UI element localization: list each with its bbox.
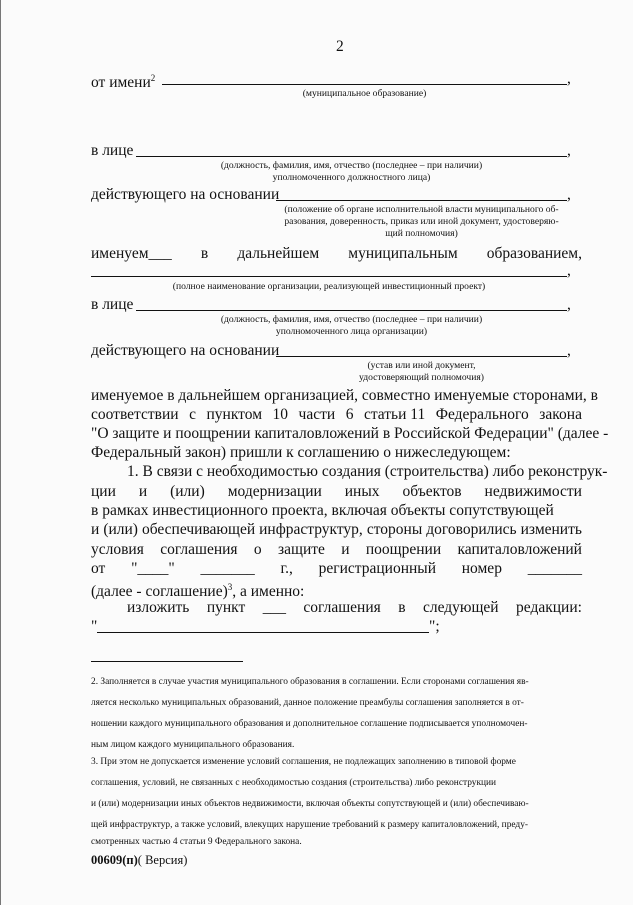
quote-close: ";: [429, 618, 440, 635]
document-version: ( Версия): [137, 853, 188, 867]
official-person-field[interactable]: [136, 156, 567, 157]
paragraph2-line5: условия соглашения о защите и поощрении капиталовложений: [91, 541, 582, 558]
footnote-3-line3: и (или) модернизации иных объектов недвижимости, включая объекты сопутствующей и (или) обеспечиваю-: [91, 799, 529, 809]
paragraph2-line7: (далее - соглашение)$^3$, а именно:: [91, 582, 305, 601]
date-day-field[interactable]: "____": [131, 560, 175, 577]
org-acting-basis-caption-1: (устав или иной документ,: [367, 360, 476, 371]
org-person-field[interactable]: [136, 310, 567, 311]
official-person-caption-2: уполномоченного должностного лица): [272, 172, 431, 183]
footnote-2-line2: ляется несколько муниципальных образований, данное положение преамбулы соглашения заполняется в от-: [91, 698, 524, 708]
person-label: в лице: [91, 142, 134, 159]
acting-basis-field[interactable]: [276, 200, 567, 201]
footnote-ref-3: 3: [227, 582, 233, 592]
page-left-edge: [0, 0, 1, 905]
comma: ,: [567, 262, 571, 279]
municipality-field[interactable]: [162, 84, 567, 85]
paragraph3-line1: изложить пункт ___ соглашения в следующей редакции:: [127, 599, 582, 616]
paragraph2-line4: и (или) обеспечивающей инфраструктур, стороны договорились изменить: [91, 521, 582, 538]
paragraph1-line4: Федеральный закон) пришли к соглашению о нижеследующем:: [91, 444, 511, 461]
comma: ,: [567, 142, 571, 159]
comma: ,: [567, 70, 571, 87]
new-clause-text-field[interactable]: [97, 632, 429, 633]
clause-number-field[interactable]: ___: [262, 599, 286, 616]
footnote-ref-2: 2: [150, 73, 156, 83]
quote-open: ": [91, 618, 98, 635]
org-acting-basis-field[interactable]: [276, 356, 567, 357]
paragraph2-line2: ции и (или) модернизации иных объектов недвижимости: [91, 483, 582, 500]
org-person-label: в лице: [91, 296, 134, 313]
on-behalf-label: от имени$^2$: [91, 73, 156, 92]
document-code: 00609(п)( Версия): [91, 853, 188, 867]
acting-basis-label: действующего на основании: [91, 186, 280, 203]
official-person-caption-1: (должность, фамилия, имя, отчество (последнее – при наличии): [220, 160, 483, 171]
paragraph1-line1: именуемое в дальнейшем организацией, совместно именуемые сторонами, в: [91, 387, 598, 404]
comma: ,: [567, 186, 571, 203]
organization-name-field[interactable]: [91, 276, 567, 277]
paragraph2-line1: 1. В связи с необходимостью создания (строительства) либо реконструк-: [127, 463, 608, 480]
acting-basis-caption-2: разования, доверенность, приказ или иной документ, удостоверяю-: [284, 216, 559, 227]
comma: ,: [567, 296, 571, 313]
footnote-separator: [91, 661, 243, 662]
paragraph1-line2: соответствии с пунктом 10 части 6 статьи 11 Федерального закона: [91, 406, 582, 423]
footnote-2-line4: ным лицом каждого муниципального образования.: [91, 740, 295, 750]
comma: ,: [567, 342, 571, 359]
footnote-3-line1: 3. При этом не допускается изменение условий соглашения, не подлежащих заполнению в типовой форме: [91, 757, 516, 767]
footnote-3-line4: щей инфраструктур, а также условий, влекущих нарушение требований к размеру капиталовложений, преду-: [91, 820, 529, 830]
org-acting-basis-caption-2: удостоверяющий полномочия): [359, 372, 484, 383]
paragraph1-line3: "О защите и поощрении капиталовложений в Российской Федерации" (далее -: [91, 425, 609, 442]
registration-number-field[interactable]: _______: [527, 560, 582, 577]
footnote-2-line3: ношении каждого муниципального образования и дополнительное соглашение подписывается уполномочен-: [91, 719, 528, 729]
acting-basis-caption-1: (положение об органе исполнительной власти муниципального об-: [284, 204, 559, 215]
org-person-caption-1: (должность, фамилия, имя, отчество (последнее – при наличии): [220, 314, 483, 325]
organization-name-caption: (полное наименование организации, реализующей инвестиционный проект): [172, 281, 486, 292]
municipality-caption: (муниципальное образование): [302, 88, 427, 99]
footnote-3-line2: соглашения, условий, не связанных с необходимостью создания (строительства) либо реконструкции: [91, 778, 497, 788]
footnote-2-line1: 2. Заполняется в случае участия муниципального образования в соглашении. Если сторонами соглашения яв-: [91, 677, 529, 687]
named-municipality-line: именуем___ в дальнейшем муниципальным образованием,: [91, 245, 582, 262]
page-number: 2: [336, 38, 344, 55]
org-acting-basis-label: действующего на основании: [91, 342, 280, 359]
paragraph2-line3: в рамках инвестиционного проекта, включая объекты сопутствующей: [91, 502, 554, 519]
paragraph2-line6: от "____" _______ г., регистрационный номер _______: [91, 560, 582, 577]
org-person-caption-2: уполномоченного лица организации): [275, 326, 428, 337]
footnote-3-line5: смотренных частью 4 статьи 9 Федерального закона.: [91, 837, 302, 847]
date-month-field[interactable]: _______: [200, 560, 255, 577]
acting-basis-caption-3: щий полномочия): [385, 228, 458, 239]
